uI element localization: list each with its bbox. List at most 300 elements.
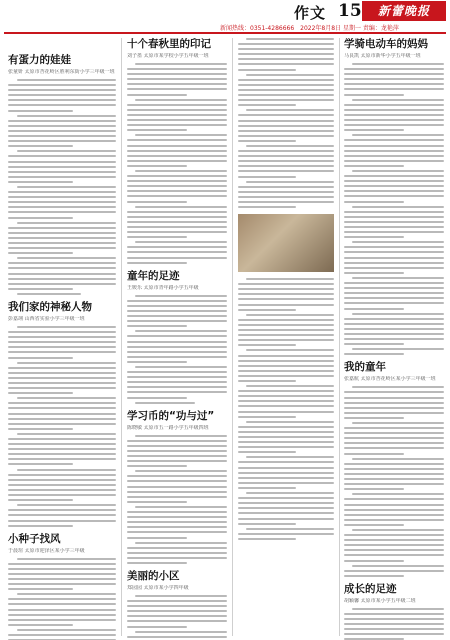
text-line	[127, 521, 227, 523]
text-line	[8, 603, 116, 605]
text-line	[8, 288, 73, 290]
text-line	[8, 104, 116, 106]
text-line	[238, 533, 334, 535]
text-line	[8, 166, 116, 168]
text-line	[238, 436, 334, 438]
text-line	[238, 431, 334, 433]
text-line	[8, 140, 116, 142]
text-line	[8, 382, 116, 384]
text-line	[344, 549, 444, 551]
text-line	[344, 129, 404, 131]
text-line	[238, 99, 334, 101]
text-line	[238, 380, 296, 382]
text-line	[344, 447, 444, 449]
text-line	[344, 236, 404, 238]
text-line	[238, 416, 296, 418]
text-line	[8, 89, 116, 91]
text-line	[127, 257, 227, 259]
text-line	[127, 315, 227, 317]
text-line	[135, 170, 227, 172]
text-line	[17, 115, 116, 117]
text-line	[127, 190, 227, 192]
text-line	[8, 278, 116, 280]
text-line	[8, 181, 73, 183]
text-line	[127, 251, 227, 253]
text-line	[344, 216, 444, 218]
text-line	[344, 618, 444, 620]
text-line	[352, 565, 444, 567]
text-line	[17, 257, 116, 259]
text-line	[8, 191, 116, 193]
text-line	[8, 120, 116, 122]
text-line	[8, 578, 116, 580]
text-line	[344, 292, 444, 294]
text-line	[8, 161, 116, 163]
text-line	[127, 83, 227, 85]
text-line	[127, 562, 187, 564]
text-line	[238, 196, 334, 198]
article-headline: 有蛋力的娃娃	[8, 54, 71, 66]
text-line	[127, 341, 227, 343]
text-line	[344, 262, 444, 264]
text-line	[344, 231, 444, 233]
text-line	[352, 529, 444, 531]
text-line	[344, 407, 444, 409]
text-line	[127, 450, 227, 452]
text-line	[127, 397, 187, 399]
text-line	[238, 405, 334, 407]
text-line	[8, 413, 116, 415]
text-line	[238, 165, 334, 167]
text-line	[344, 519, 444, 521]
text-line	[238, 288, 334, 290]
text-line	[344, 391, 444, 393]
text-line	[344, 180, 444, 182]
article-byline: 陈晓敏 太原市五一路小学五年级四班	[127, 424, 209, 431]
text-line	[135, 99, 227, 101]
text-line	[127, 195, 227, 197]
text-line	[127, 455, 227, 457]
column-3	[238, 38, 334, 546]
text-line	[8, 110, 73, 112]
article-byline: 张童妍 太原市杏花岭区胜利东街小学三年级一班	[8, 69, 115, 75]
text-line	[17, 504, 116, 506]
text-line	[344, 318, 444, 320]
text-line	[8, 458, 116, 460]
column-2	[127, 38, 227, 640]
text-line	[238, 283, 334, 285]
section-name: 作文	[294, 4, 327, 22]
text-line	[8, 372, 116, 374]
text-line	[344, 119, 444, 121]
text-line	[127, 104, 227, 106]
text-line	[8, 331, 116, 333]
text-line	[8, 573, 116, 575]
article-byline: 刘子墨 太原市某学校小学五年级一班	[127, 53, 209, 59]
text-line	[127, 310, 227, 312]
text-line	[344, 160, 444, 162]
text-line	[344, 353, 404, 355]
text-line	[135, 295, 227, 297]
text-line	[8, 423, 116, 425]
hotline-dateline: 新闻热线：0351-4286666 2022年8月8日 星期一 责编：龙艳萍	[220, 25, 399, 32]
text-line	[127, 516, 227, 518]
text-line	[238, 355, 334, 357]
text-line	[127, 300, 227, 302]
text-line	[8, 453, 116, 455]
text-line	[238, 467, 334, 469]
text-line	[127, 119, 227, 121]
text-line	[344, 287, 444, 289]
text-line	[8, 273, 116, 275]
text-line	[238, 507, 334, 509]
text-line	[8, 346, 116, 348]
text-line	[238, 114, 334, 116]
text-line	[8, 283, 116, 285]
text-line	[8, 463, 73, 465]
text-line	[352, 313, 444, 315]
text-line	[344, 78, 444, 80]
text-line	[8, 130, 116, 132]
article-body	[127, 63, 227, 264]
text-line	[127, 124, 227, 126]
text-line	[238, 94, 334, 96]
text-line	[344, 343, 404, 345]
text-line	[344, 201, 404, 203]
text-line	[352, 458, 444, 460]
text-line	[8, 206, 116, 208]
masthead	[0, 0, 450, 34]
article-headline: 学骑电动车的妈妈	[344, 38, 428, 50]
text-line	[238, 319, 334, 321]
text-line	[8, 520, 116, 522]
text-line	[8, 583, 116, 585]
text-line	[127, 73, 227, 75]
text-line	[8, 484, 116, 486]
text-line	[135, 134, 227, 136]
text-line	[238, 477, 334, 479]
text-line	[344, 221, 444, 223]
text-line	[8, 262, 116, 264]
text-line	[127, 376, 227, 378]
article-body	[238, 38, 334, 208]
text-line	[8, 614, 116, 616]
text-line	[352, 277, 444, 279]
text-line	[8, 341, 116, 343]
text-line	[127, 139, 227, 141]
text-line	[8, 568, 116, 570]
text-line	[344, 73, 444, 75]
text-line	[246, 181, 334, 183]
text-line	[238, 426, 334, 428]
text-line	[344, 150, 444, 152]
text-line	[8, 351, 116, 353]
text-line	[344, 83, 444, 85]
text-line	[127, 475, 227, 477]
text-line	[127, 610, 227, 612]
text-line	[8, 479, 116, 481]
text-line	[238, 206, 296, 208]
text-line	[127, 165, 187, 167]
text-line	[127, 511, 227, 513]
text-line	[344, 272, 404, 274]
article-byline: 于晨瑄 太原市迎泽区某小学三年级	[8, 547, 85, 554]
text-line	[344, 504, 444, 506]
text-line	[344, 302, 444, 304]
text-line	[238, 538, 296, 540]
text-line	[127, 465, 187, 467]
text-line	[344, 195, 444, 197]
text-line	[238, 191, 334, 193]
text-line	[127, 371, 227, 373]
text-line	[8, 196, 116, 198]
text-line	[238, 441, 334, 443]
text-line	[17, 362, 116, 364]
text-line	[127, 185, 227, 187]
article-headline: 小种子找风	[8, 532, 61, 545]
text-line	[127, 160, 227, 162]
text-line	[8, 392, 73, 394]
text-line	[127, 526, 227, 528]
article-headline: 我的童年	[344, 361, 386, 374]
text-line	[135, 435, 227, 437]
article-body	[127, 295, 227, 404]
text-line	[352, 170, 444, 172]
text-line	[238, 135, 334, 137]
text-line	[238, 482, 334, 484]
text-line	[238, 155, 334, 157]
text-line	[17, 558, 116, 560]
text-line	[8, 377, 116, 379]
text-line	[17, 186, 116, 188]
text-line	[17, 433, 116, 435]
text-line	[344, 539, 444, 541]
article-byline: 郑园园 太原市某小学四年级	[127, 584, 189, 591]
text-line	[238, 375, 334, 377]
text-line	[238, 411, 334, 413]
text-line	[8, 407, 116, 409]
text-line	[344, 402, 444, 404]
text-line	[246, 349, 334, 351]
text-line	[8, 387, 116, 389]
text-line	[135, 402, 195, 404]
text-line	[238, 360, 334, 362]
text-line	[352, 386, 444, 388]
text-line	[127, 615, 227, 617]
text-line	[344, 463, 444, 465]
text-line	[238, 170, 334, 172]
text-line	[127, 531, 227, 533]
text-line	[344, 155, 444, 157]
text-line	[344, 139, 444, 141]
column-divider	[339, 38, 340, 636]
text-line	[344, 94, 404, 96]
text-line	[8, 499, 73, 501]
text-line	[238, 89, 334, 91]
text-line	[135, 241, 227, 243]
text-line	[238, 365, 334, 367]
text-line	[8, 125, 116, 127]
text-line	[127, 351, 227, 353]
text-line	[127, 320, 227, 322]
text-line	[238, 176, 296, 178]
text-line	[238, 324, 334, 326]
text-line	[8, 598, 116, 600]
text-line	[127, 501, 187, 503]
text-line	[352, 63, 444, 65]
text-line	[127, 109, 227, 111]
column-divider	[121, 38, 122, 636]
text-line	[8, 588, 73, 590]
article-body	[344, 386, 444, 576]
text-line	[127, 486, 227, 488]
text-line	[344, 514, 444, 516]
text-line	[8, 418, 116, 420]
text-line	[238, 58, 334, 60]
text-line	[17, 469, 116, 471]
text-line	[238, 370, 334, 372]
text-line	[344, 412, 444, 414]
article-photo	[238, 214, 334, 272]
text-line	[8, 428, 73, 430]
text-line	[127, 600, 227, 602]
text-line	[344, 145, 444, 147]
text-line	[344, 104, 444, 106]
text-line	[127, 346, 227, 348]
text-line	[344, 498, 444, 500]
text-line	[344, 628, 444, 630]
column-4	[344, 38, 444, 640]
text-line	[246, 528, 334, 530]
article-headline: 我们家的神秘人物	[8, 300, 92, 313]
article-headline: 学习币的“功与过”	[127, 409, 215, 422]
text-line	[344, 432, 444, 434]
text-line	[344, 509, 444, 511]
text-line	[344, 338, 444, 340]
text-line	[238, 63, 334, 65]
text-line	[238, 518, 334, 520]
text-line	[238, 53, 334, 55]
text-line	[238, 309, 296, 311]
text-line	[238, 461, 334, 463]
article-body	[344, 608, 444, 640]
text-line	[17, 222, 116, 224]
text-line	[127, 236, 187, 238]
text-line	[8, 474, 116, 476]
text-line	[238, 304, 334, 306]
text-line	[127, 460, 227, 462]
text-line	[238, 120, 334, 122]
text-line	[344, 613, 444, 615]
text-line	[135, 506, 227, 508]
text-line	[135, 595, 227, 597]
column-1	[8, 38, 116, 640]
text-line	[246, 314, 334, 316]
text-line	[127, 305, 227, 307]
text-line	[238, 79, 334, 81]
article-byline: 彭嘉翊 山西省实验小学三年级一班	[8, 315, 85, 322]
text-line	[344, 257, 444, 259]
text-line	[238, 502, 334, 504]
article-body	[127, 435, 227, 564]
text-line	[8, 624, 73, 626]
text-line	[135, 542, 227, 544]
text-line	[246, 109, 334, 111]
text-line	[8, 448, 116, 450]
text-line	[127, 391, 227, 393]
text-line	[8, 402, 116, 404]
text-line	[344, 246, 444, 248]
text-line	[8, 438, 116, 440]
text-line	[127, 155, 227, 157]
text-line	[127, 636, 227, 638]
text-line	[127, 262, 187, 264]
text-line	[127, 537, 187, 539]
text-line	[238, 344, 296, 346]
text-line	[352, 134, 444, 136]
text-line	[127, 480, 227, 482]
text-line	[344, 453, 404, 455]
text-line	[246, 492, 334, 494]
text-line	[8, 155, 116, 157]
text-line	[238, 395, 334, 397]
text-line	[135, 366, 227, 368]
text-line	[344, 560, 404, 562]
text-line	[238, 104, 296, 106]
text-line	[344, 323, 444, 325]
text-line	[238, 201, 334, 203]
text-line	[8, 145, 73, 147]
text-line	[352, 99, 444, 101]
article-headline: 成长的足迹	[344, 582, 397, 595]
article-headline: 十个春秋里的印记	[127, 38, 211, 50]
page-number: 15	[338, 1, 362, 21]
text-line	[8, 211, 116, 213]
text-line	[8, 247, 116, 249]
text-line	[352, 241, 444, 243]
text-line	[246, 278, 334, 280]
text-line	[8, 171, 116, 173]
text-line	[127, 605, 227, 607]
text-line	[344, 190, 444, 192]
text-line	[135, 470, 227, 472]
text-line	[135, 206, 227, 208]
text-line	[238, 48, 334, 50]
article-headline: 美丽的小区	[127, 569, 180, 582]
article-headline: 童年的足迹	[127, 269, 180, 282]
text-line	[344, 623, 444, 625]
text-line	[8, 443, 116, 445]
text-line	[352, 348, 444, 350]
text-line	[127, 231, 227, 233]
article-body	[344, 63, 444, 355]
text-line	[127, 246, 227, 248]
text-line	[8, 252, 73, 254]
text-line	[17, 150, 116, 152]
text-line	[238, 487, 296, 489]
text-line	[127, 325, 187, 327]
text-line	[352, 608, 444, 610]
text-line	[238, 400, 334, 402]
text-line	[344, 328, 444, 330]
text-line	[344, 437, 444, 439]
article-body	[8, 326, 116, 527]
text-line	[344, 297, 444, 299]
text-line	[344, 488, 404, 490]
text-line	[344, 483, 444, 485]
text-line	[246, 421, 334, 423]
text-line	[238, 130, 334, 132]
